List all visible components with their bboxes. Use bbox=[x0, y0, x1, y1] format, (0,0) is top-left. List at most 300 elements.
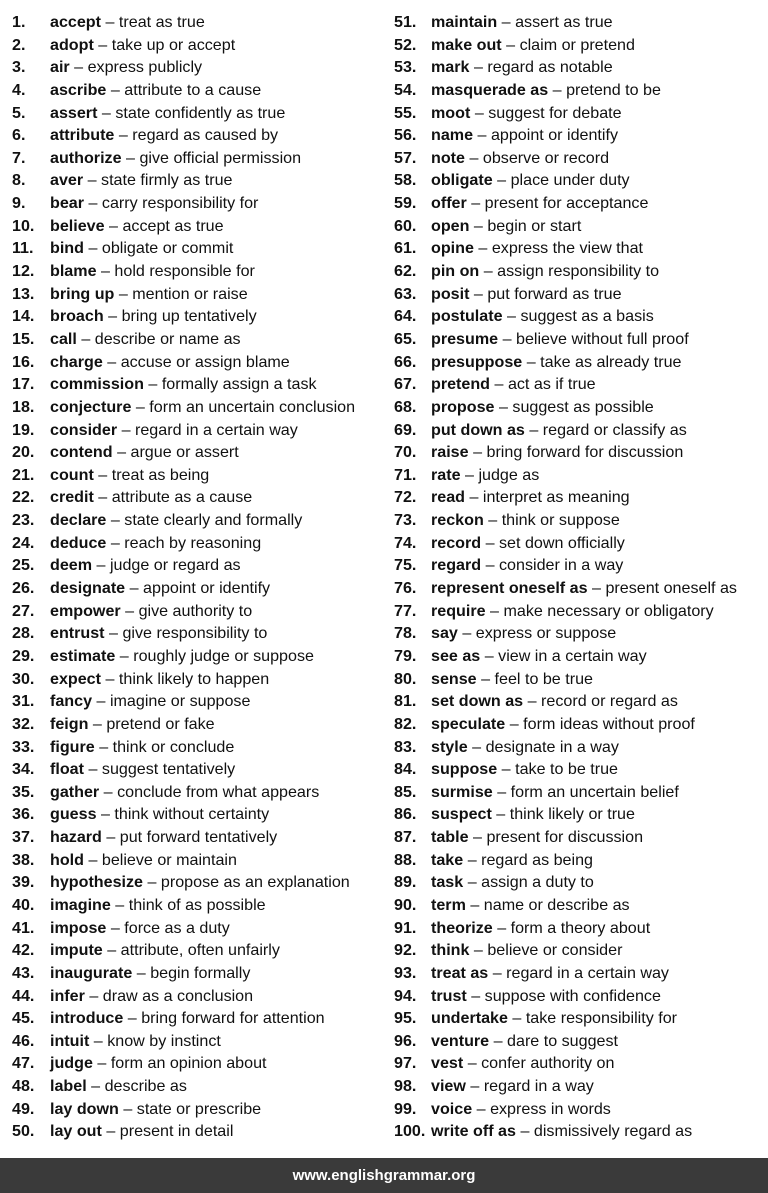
list-item bbox=[394, 826, 764, 849]
list-item bbox=[394, 102, 764, 125]
list-item bbox=[12, 668, 382, 691]
entry-definition: claim or pretend bbox=[519, 35, 635, 54]
entry-text bbox=[431, 622, 616, 645]
entry-definition: form ideas without proof bbox=[523, 714, 695, 733]
entry-word: hazard bbox=[50, 828, 102, 847]
entry-separator: – bbox=[94, 737, 113, 756]
entry-definition: describe or name as bbox=[94, 329, 241, 348]
list-item bbox=[394, 56, 764, 79]
entry-text bbox=[50, 509, 302, 532]
entry-definition: imagine or suppose bbox=[109, 692, 251, 711]
entry-separator: – bbox=[96, 262, 115, 281]
list-item bbox=[12, 803, 382, 826]
list-item bbox=[12, 1075, 382, 1098]
entry-word: bring up bbox=[50, 284, 115, 303]
entry-separator: – bbox=[492, 918, 511, 937]
entry-word: surmise bbox=[431, 782, 493, 801]
entry-word: figure bbox=[50, 737, 95, 756]
entry-text bbox=[431, 1052, 614, 1075]
entry-word: pretend bbox=[431, 375, 491, 394]
entry-separator: – bbox=[114, 126, 133, 145]
entry-text bbox=[431, 11, 613, 34]
entry-word: require bbox=[431, 601, 486, 620]
entry-text bbox=[431, 894, 630, 917]
list-item bbox=[394, 962, 764, 985]
entry-word: say bbox=[431, 624, 458, 643]
entry-number: 78. bbox=[394, 624, 417, 643]
entry-number: 66. bbox=[394, 352, 417, 371]
entry-definition: assign a duty to bbox=[481, 873, 594, 892]
entry-number: 3. bbox=[12, 58, 26, 77]
entry-number: 65. bbox=[394, 329, 417, 348]
list-item bbox=[12, 1120, 382, 1143]
entry-word: contend bbox=[50, 443, 113, 462]
list-item bbox=[12, 849, 382, 872]
entry-definition: attribute to a cause bbox=[124, 80, 262, 99]
entry-separator: – bbox=[481, 533, 499, 552]
list-item bbox=[12, 215, 382, 238]
entry-word: set down as bbox=[431, 692, 524, 711]
entry-definition: appoint or identify bbox=[490, 126, 618, 145]
entry-number: 32. bbox=[12, 714, 35, 733]
entry-text bbox=[50, 305, 257, 328]
list-item bbox=[12, 464, 382, 487]
entry-text bbox=[431, 803, 635, 826]
list-item bbox=[394, 509, 764, 532]
entry-separator: – bbox=[497, 760, 516, 779]
entry-definition: regard in a certain way bbox=[506, 963, 669, 982]
list-item bbox=[12, 1030, 382, 1053]
entry-number: 46. bbox=[12, 1031, 35, 1050]
entry-word: offer bbox=[431, 194, 467, 213]
entry-text bbox=[431, 713, 695, 736]
entry-definition: act as if true bbox=[507, 375, 596, 394]
list-item bbox=[12, 102, 382, 125]
entry-definition: present for acceptance bbox=[484, 194, 649, 213]
entry-text bbox=[50, 102, 285, 125]
entry-word: declare bbox=[50, 511, 107, 530]
entry-number: 57. bbox=[394, 148, 417, 167]
entry-text bbox=[431, 532, 625, 555]
entry-text bbox=[431, 328, 689, 351]
entry-text bbox=[431, 169, 630, 192]
list-item bbox=[12, 554, 382, 577]
entry-word: believe bbox=[50, 216, 105, 235]
entry-separator: – bbox=[106, 80, 125, 99]
list-item bbox=[394, 939, 764, 962]
entry-word: postulate bbox=[431, 307, 503, 326]
entry-text bbox=[431, 215, 581, 238]
entry-word: air bbox=[50, 58, 70, 77]
entry-word: suspect bbox=[431, 805, 492, 824]
entry-word: moot bbox=[431, 103, 471, 122]
entry-separator: – bbox=[83, 760, 102, 779]
list-item bbox=[394, 441, 764, 464]
entry-text bbox=[431, 396, 654, 419]
entry-text bbox=[431, 917, 650, 940]
entry-separator: – bbox=[472, 1099, 491, 1118]
entry-number: 40. bbox=[12, 895, 35, 914]
entry-number: 55. bbox=[394, 103, 417, 122]
entry-number: 48. bbox=[12, 1077, 35, 1096]
entry-separator: – bbox=[101, 1122, 120, 1141]
entry-number: 13. bbox=[12, 284, 35, 303]
entry-text bbox=[431, 102, 622, 125]
entry-number: 90. bbox=[394, 895, 417, 914]
entry-text bbox=[50, 532, 261, 555]
entry-number: 51. bbox=[394, 13, 417, 31]
list-item bbox=[12, 34, 382, 57]
list-item bbox=[394, 169, 764, 192]
entry-definition: think of as possible bbox=[128, 895, 266, 914]
entry-definition: state confidently as true bbox=[115, 103, 286, 122]
entry-word: maintain bbox=[431, 13, 498, 31]
list-item bbox=[12, 147, 382, 170]
entry-definition: roughly judge or suppose bbox=[133, 646, 314, 665]
entry-number: 54. bbox=[394, 80, 417, 99]
entry-word: theorize bbox=[431, 918, 493, 937]
entry-text bbox=[431, 373, 596, 396]
entry-separator: – bbox=[106, 918, 125, 937]
entry-separator: – bbox=[467, 737, 486, 756]
list-item bbox=[394, 373, 764, 396]
entry-separator: – bbox=[481, 556, 499, 575]
list-item bbox=[394, 124, 764, 147]
entry-text bbox=[50, 215, 224, 238]
entry-word: estimate bbox=[50, 646, 116, 665]
entry-number: 88. bbox=[394, 850, 417, 869]
footer-bar bbox=[0, 1158, 768, 1193]
list-item bbox=[394, 1120, 764, 1143]
entry-definition: carry responsibility for bbox=[101, 194, 259, 213]
entry-definition: appoint or identify bbox=[143, 579, 271, 598]
entry-definition: present in detail bbox=[119, 1122, 234, 1141]
entry-word: note bbox=[431, 148, 465, 167]
list-item bbox=[12, 237, 382, 260]
entry-separator: – bbox=[99, 782, 118, 801]
entry-number: 86. bbox=[394, 805, 417, 824]
entry-number: 37. bbox=[12, 828, 35, 847]
word-list-left-column bbox=[12, 11, 382, 1143]
entry-number: 15. bbox=[12, 329, 35, 348]
entry-definition: formally assign a task bbox=[161, 375, 317, 394]
entry-number: 14. bbox=[12, 307, 35, 326]
entry-number: 35. bbox=[12, 782, 35, 801]
entry-word: count bbox=[50, 465, 94, 484]
entry-text bbox=[50, 713, 215, 736]
entry-word: fancy bbox=[50, 692, 93, 711]
entry-word: open bbox=[431, 216, 470, 235]
list-item bbox=[394, 736, 764, 759]
list-item bbox=[394, 215, 764, 238]
entry-word: think bbox=[431, 941, 470, 960]
entry-separator: – bbox=[460, 465, 479, 484]
entry-word: entrust bbox=[50, 624, 105, 643]
entry-definition: set down officially bbox=[499, 533, 625, 552]
entry-number: 89. bbox=[394, 873, 417, 892]
entry-definition: express in words bbox=[490, 1099, 611, 1118]
footer-url[interactable]: www.englishgrammar.org bbox=[292, 1167, 476, 1184]
entry-definition: dismissively regard as bbox=[533, 1122, 693, 1141]
list-item bbox=[12, 645, 382, 668]
entry-word: pin on bbox=[431, 262, 480, 281]
entry-number: 2. bbox=[12, 35, 26, 54]
entry-word: trust bbox=[431, 986, 467, 1005]
entry-number: 93. bbox=[394, 963, 417, 982]
entry-separator: – bbox=[93, 488, 112, 507]
entry-text bbox=[50, 645, 314, 668]
entry-definition: accept as true bbox=[122, 216, 224, 235]
entry-word: introduce bbox=[50, 1009, 124, 1028]
entry-separator: – bbox=[120, 601, 139, 620]
list-item bbox=[12, 11, 382, 34]
list-item bbox=[394, 668, 764, 691]
entry-text bbox=[431, 260, 659, 283]
list-item bbox=[12, 826, 382, 849]
entry-number: 56. bbox=[394, 126, 417, 145]
entry-definition: think or conclude bbox=[112, 737, 235, 756]
entry-definition: regard as caused by bbox=[132, 126, 279, 145]
entry-definition: form an uncertain belief bbox=[510, 782, 679, 801]
list-item bbox=[12, 985, 382, 1008]
entry-word: blame bbox=[50, 262, 97, 281]
entry-separator: – bbox=[489, 1031, 508, 1050]
entry-number: 44. bbox=[12, 986, 35, 1005]
entry-word: presume bbox=[431, 329, 499, 348]
entry-separator: – bbox=[143, 873, 161, 892]
list-item bbox=[12, 781, 382, 804]
entry-number: 42. bbox=[12, 941, 35, 960]
list-item bbox=[394, 577, 764, 600]
entry-definition: take responsibility for bbox=[525, 1009, 677, 1028]
list-item bbox=[394, 917, 764, 940]
entry-text bbox=[431, 985, 661, 1008]
entry-definition: put forward as true bbox=[487, 284, 622, 303]
entry-text bbox=[50, 803, 269, 826]
entry-separator: – bbox=[102, 352, 121, 371]
entry-separator: – bbox=[88, 714, 107, 733]
entry-separator: – bbox=[473, 126, 491, 145]
entry-number: 99. bbox=[394, 1099, 417, 1118]
entry-number: 7. bbox=[12, 148, 26, 167]
entry-text bbox=[431, 1030, 618, 1053]
entry-word: lay down bbox=[50, 1099, 119, 1118]
entry-number: 39. bbox=[12, 873, 35, 892]
entry-word: name bbox=[431, 126, 474, 145]
entry-word: mark bbox=[431, 58, 470, 77]
entry-word: commission bbox=[50, 375, 144, 394]
entry-text bbox=[431, 79, 661, 102]
entry-definition: hold responsible for bbox=[114, 262, 255, 281]
entry-number: 34. bbox=[12, 760, 35, 779]
entry-separator: – bbox=[69, 58, 88, 77]
entry-number: 11. bbox=[12, 239, 34, 258]
entry-number: 52. bbox=[394, 35, 417, 54]
entry-text bbox=[431, 1007, 677, 1030]
entry-text bbox=[50, 1075, 187, 1098]
entry-word: charge bbox=[50, 352, 103, 371]
entry-text bbox=[50, 124, 278, 147]
entry-text bbox=[50, 1052, 267, 1075]
entry-text bbox=[431, 758, 618, 781]
list-item bbox=[394, 328, 764, 351]
entry-separator: – bbox=[494, 397, 513, 416]
entry-word: reckon bbox=[431, 511, 484, 530]
entry-text bbox=[50, 486, 252, 509]
entry-number: 31. bbox=[12, 692, 35, 711]
entry-text bbox=[50, 328, 241, 351]
list-item bbox=[12, 577, 382, 600]
entry-number: 95. bbox=[394, 1009, 417, 1028]
entry-definition: conclude from what appears bbox=[117, 782, 320, 801]
entry-word: regard bbox=[431, 556, 482, 575]
entry-word: deem bbox=[50, 556, 93, 575]
entry-separator: – bbox=[132, 963, 151, 982]
entry-definition: argue or assert bbox=[130, 443, 239, 462]
entry-number: 1. bbox=[12, 13, 26, 31]
list-item bbox=[12, 871, 382, 894]
entry-definition: begin formally bbox=[150, 963, 251, 982]
entry-text bbox=[50, 56, 202, 79]
entry-separator: – bbox=[106, 533, 125, 552]
entry-definition: judge as bbox=[478, 465, 540, 484]
list-item bbox=[12, 351, 382, 374]
entry-separator: – bbox=[103, 307, 122, 326]
entry-number: 75. bbox=[394, 556, 417, 575]
entry-definition: state firmly as true bbox=[101, 171, 233, 190]
list-item bbox=[12, 758, 382, 781]
entry-text bbox=[50, 939, 280, 962]
entry-number: 61. bbox=[394, 239, 417, 258]
list-item bbox=[394, 554, 764, 577]
entry-number: 53. bbox=[394, 58, 417, 77]
list-item bbox=[394, 600, 764, 623]
list-item bbox=[12, 1052, 382, 1075]
entry-separator: – bbox=[492, 782, 511, 801]
entry-number: 33. bbox=[12, 737, 35, 756]
entry-separator: – bbox=[492, 171, 511, 190]
entry-definition: suggest tentatively bbox=[101, 760, 236, 779]
entry-word: intuit bbox=[50, 1031, 90, 1050]
entry-number: 79. bbox=[394, 646, 417, 665]
entry-text bbox=[431, 486, 630, 509]
entry-definition: name or describe as bbox=[483, 895, 630, 914]
entry-number: 60. bbox=[394, 216, 417, 235]
entry-number: 59. bbox=[394, 194, 417, 213]
list-item bbox=[394, 690, 764, 713]
entry-word: read bbox=[431, 488, 465, 507]
entry-number: 83. bbox=[394, 737, 417, 756]
list-item bbox=[394, 237, 764, 260]
entry-word: make out bbox=[431, 35, 502, 54]
entry-definition: place under duty bbox=[510, 171, 630, 190]
entry-word: posit bbox=[431, 284, 470, 303]
entry-separator: – bbox=[101, 13, 119, 31]
entry-text bbox=[431, 736, 619, 759]
entry-definition: bring forward for discussion bbox=[486, 443, 684, 462]
entry-word: represent oneself as bbox=[431, 579, 588, 598]
list-item bbox=[12, 260, 382, 283]
entry-separator: – bbox=[498, 329, 516, 348]
entry-word: take bbox=[431, 850, 464, 869]
entry-number: 67. bbox=[394, 375, 417, 394]
entry-word: speculate bbox=[431, 714, 506, 733]
entry-separator: – bbox=[121, 148, 140, 167]
entry-word: conjecture bbox=[50, 397, 132, 416]
entry-text bbox=[50, 622, 267, 645]
entry-text bbox=[431, 554, 623, 577]
entry-separator: – bbox=[469, 284, 488, 303]
entry-text bbox=[431, 600, 714, 623]
entry-word: assert bbox=[50, 103, 98, 122]
entry-separator: – bbox=[469, 941, 488, 960]
entry-definition: give official permission bbox=[139, 148, 302, 167]
list-item bbox=[394, 1098, 764, 1121]
entry-word: ascribe bbox=[50, 80, 107, 99]
entry-number: 5. bbox=[12, 103, 26, 122]
entry-word: call bbox=[50, 329, 77, 348]
entry-separator: – bbox=[118, 1099, 137, 1118]
list-item bbox=[12, 486, 382, 509]
entry-text bbox=[50, 600, 252, 623]
entry-definition: bring forward for attention bbox=[141, 1009, 325, 1028]
entry-separator: – bbox=[463, 850, 482, 869]
entry-text bbox=[431, 645, 647, 668]
entry-word: table bbox=[431, 828, 469, 847]
entry-definition: express the view that bbox=[491, 239, 644, 258]
entry-text bbox=[431, 1098, 611, 1121]
list-item bbox=[12, 600, 382, 623]
entry-number: 71. bbox=[394, 465, 417, 484]
entry-separator: – bbox=[76, 329, 95, 348]
entry-definition: regard or classify as bbox=[542, 420, 687, 439]
entry-definition: force as a duty bbox=[124, 918, 230, 937]
entry-number: 97. bbox=[394, 1054, 417, 1073]
entry-word: vest bbox=[431, 1054, 464, 1073]
entry-number: 69. bbox=[394, 420, 417, 439]
entry-separator: – bbox=[466, 194, 485, 213]
entry-text bbox=[50, 1030, 221, 1053]
entry-word: consider bbox=[50, 420, 118, 439]
entry-definition: regard in a certain way bbox=[135, 420, 298, 439]
list-item bbox=[12, 328, 382, 351]
entry-separator: – bbox=[469, 58, 488, 77]
entry-number: 94. bbox=[394, 986, 417, 1005]
entry-text bbox=[50, 962, 250, 985]
entry-definition: designate in a way bbox=[485, 737, 619, 756]
list-item bbox=[394, 1007, 764, 1030]
list-item bbox=[394, 464, 764, 487]
entry-text bbox=[431, 34, 635, 57]
entry-separator: – bbox=[83, 239, 102, 258]
entry-definition: regard as notable bbox=[487, 58, 613, 77]
entry-definition: feel to be true bbox=[494, 669, 593, 688]
list-item bbox=[12, 1007, 382, 1030]
list-item bbox=[12, 373, 382, 396]
entry-separator: – bbox=[476, 669, 495, 688]
entry-definition: treat as true bbox=[118, 13, 205, 31]
entry-separator: – bbox=[523, 692, 542, 711]
entry-separator: – bbox=[507, 1009, 526, 1028]
entry-separator: – bbox=[463, 1054, 482, 1073]
entry-number: 26. bbox=[12, 579, 35, 598]
entry-word: float bbox=[50, 760, 84, 779]
entry-text bbox=[50, 192, 258, 215]
entry-separator: – bbox=[92, 556, 110, 575]
entry-separator: – bbox=[469, 216, 488, 235]
list-item bbox=[12, 622, 382, 645]
entry-word: record bbox=[431, 533, 482, 552]
